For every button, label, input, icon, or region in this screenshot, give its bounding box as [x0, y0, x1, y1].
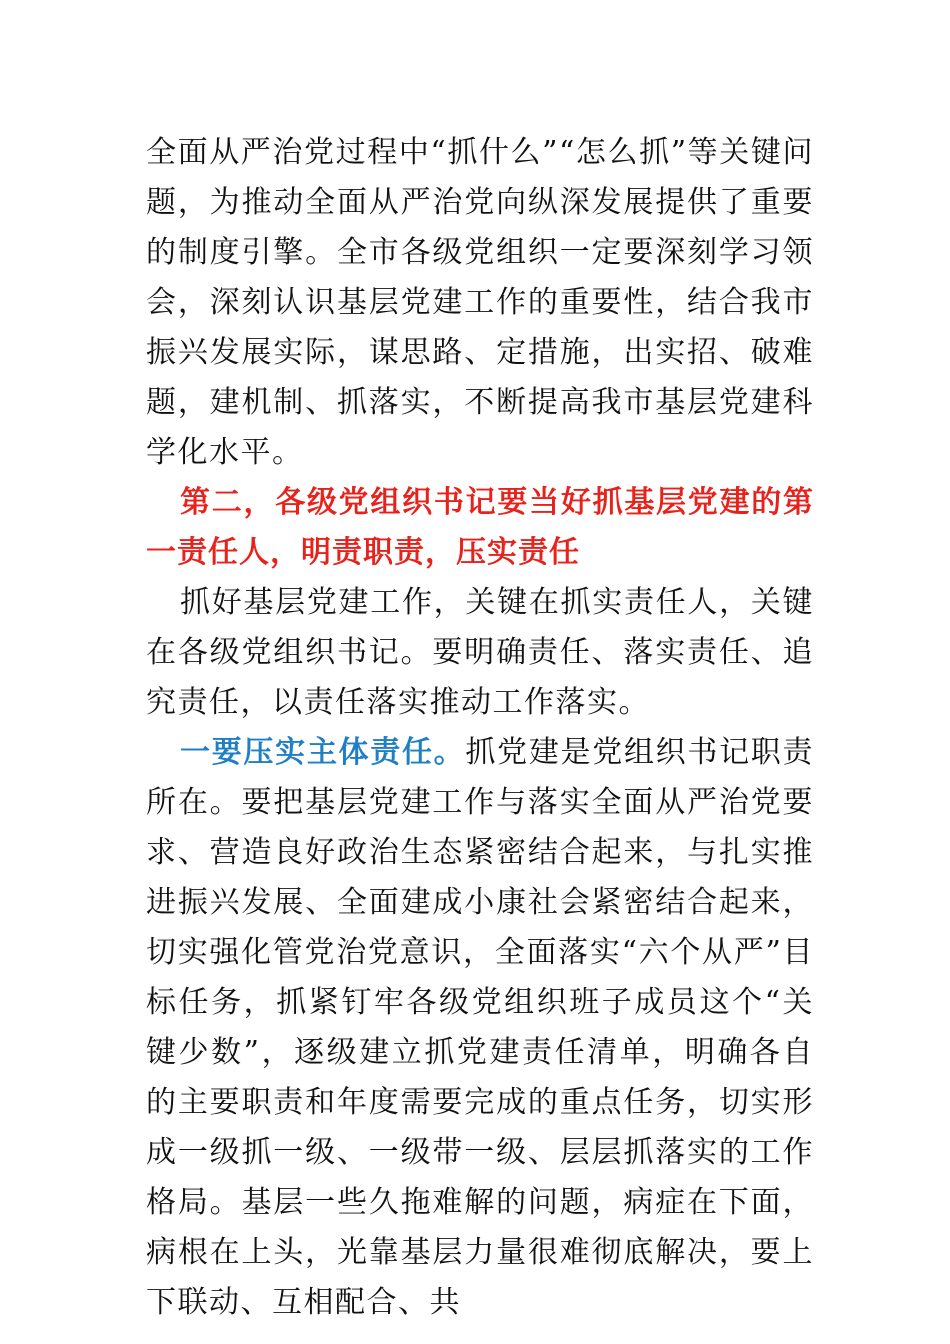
paragraph-point-1: [146, 728, 814, 1328]
paragraph-continuation: 全面从严治党过程中“抓什么”“怎么抓”等关键问题，为推动全面从严治党向纵深发展提供了重要的制度引擎。全市各级党组织一定要深刻学习领会，深刻认识基层党建工作的重要性，结合我市振兴发展实际，谋思路、定措施，出实招、破难题，建机制、抓落实，不断提高我市基层党建科学化水平。: [146, 135, 814, 470]
section-heading: 第二，各级党组织书记要当好抓基层党建的第一责任人，明责职责，压实责任: [146, 485, 814, 570]
point-body: 抓党建是党组织书记职责所在。要把基层党建工作与落实全面从严治党要求、营造良好政治生态紧密结合起来，与扎实推进振兴发展、全面建成小康社会紧密结合起来，切实强化管党治党意识，全面落实“六个从严”目标任务，抓紧钉牢各级党组织班子成员这个“关键少数”，逐级建立抓党建责任清单，明确各自的主要职责和年度需要完成的重点任务，切实形成一级抓一级、一级带一级、层层抓落实的工作格局。基层一些久拖难解的问题，病症在下面，病根在上头，光靠基层力量很难彻底解决，要上下联动、互相配合、共: [146, 735, 815, 1320]
document-body: [146, 128, 814, 1328]
point-lead: 一要压实主体责任。: [180, 735, 466, 770]
paragraph-intro: 抓好基层党建工作，关键在抓实责任人，关键在各级党组织书记。要明确责任、落实责任、追究责任，以责任落实推动工作落实。: [146, 585, 814, 720]
